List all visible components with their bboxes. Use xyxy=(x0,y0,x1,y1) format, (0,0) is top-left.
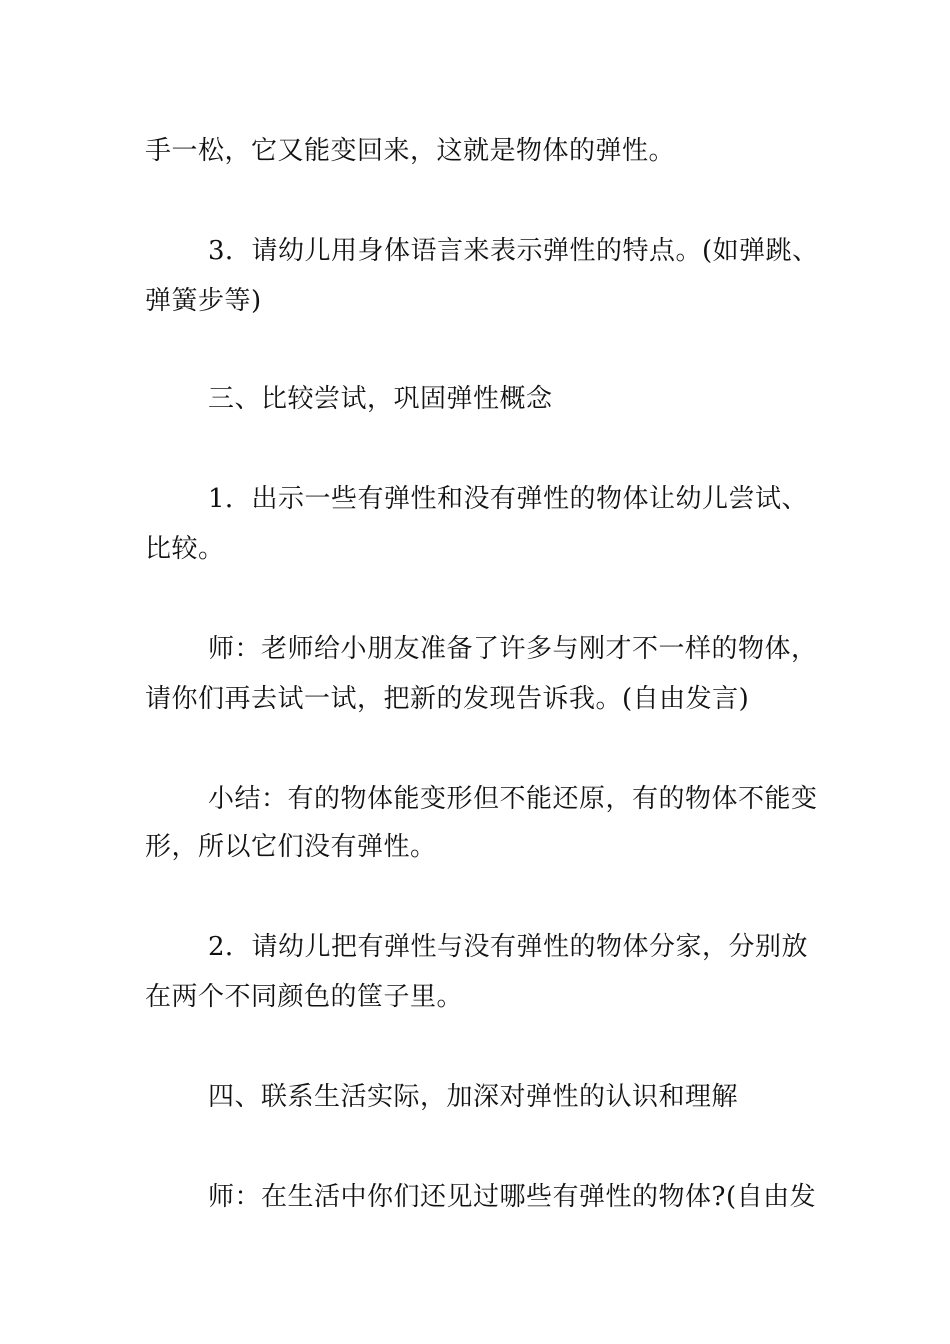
paragraph-line: 请你们再去试一试，把新的发现告诉我。(自由发言) xyxy=(145,684,750,714)
section-heading: 三、比较尝试，巩固弹性概念 xyxy=(208,384,553,414)
paragraph-line: 2．请幼儿把有弹性与没有弹性的物体分家，分别放 xyxy=(208,932,809,962)
paragraph-line: 师：在生活中你们还见过哪些有弹性的物体?(自由发 xyxy=(208,1182,817,1212)
paragraph-line: 3．请幼儿用身体语言来表示弹性的特点。(如弹跳、 xyxy=(208,236,819,266)
paragraph-line: 比较。 xyxy=(145,534,225,564)
paragraph-line: 手一松，它又能变回来，这就是物体的弹性。 xyxy=(145,136,676,166)
paragraph-line: 1．出示一些有弹性和没有弹性的物体让幼儿尝试、 xyxy=(208,484,809,514)
paragraph-line: 形，所以它们没有弹性。 xyxy=(145,832,437,862)
paragraph-line: 弹簧步等) xyxy=(145,286,262,316)
paragraph-line: 师：老师给小朋友准备了许多与刚才不一样的物体， xyxy=(208,634,818,664)
section-heading: 四、联系生活实际，加深对弹性的认识和理解 xyxy=(208,1082,739,1112)
paragraph-line: 小结：有的物体能变形但不能还原，有的物体不能变 xyxy=(208,784,818,814)
paragraph-line: 在两个不同颜色的筐子里。 xyxy=(145,982,464,1012)
